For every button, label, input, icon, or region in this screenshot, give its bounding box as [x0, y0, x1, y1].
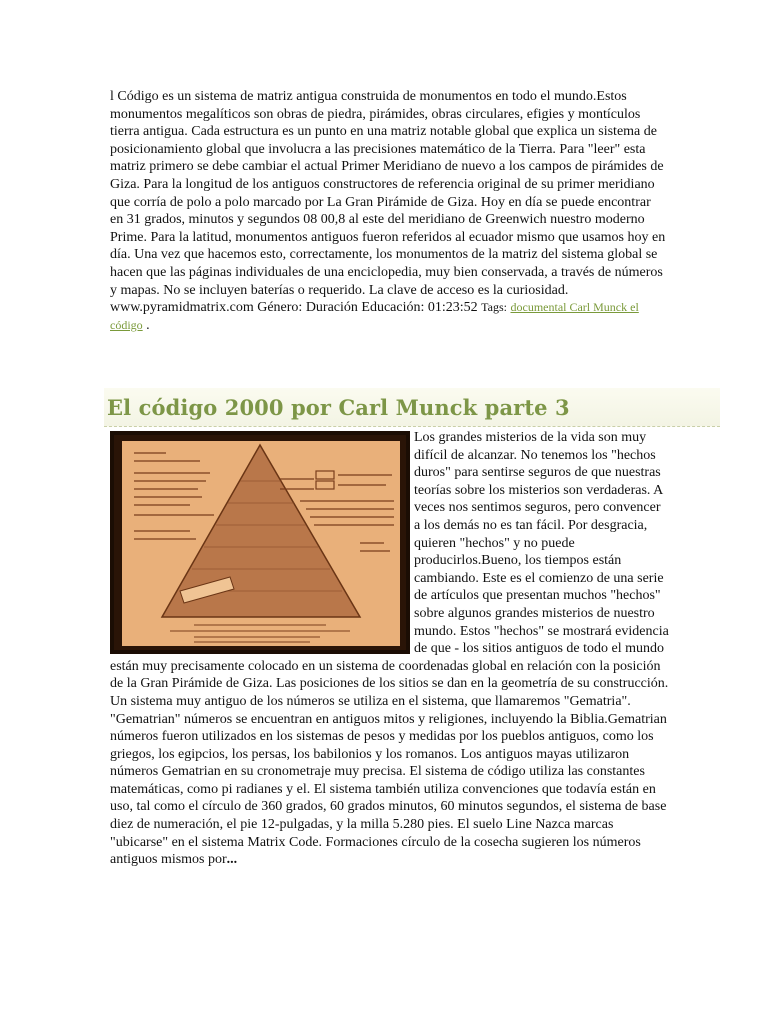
article-section — [110, 429, 670, 869]
intro-text: l Código es un sistema de matriz antigua construida de monumentos en todo el mundo.Estos monumentos megalíticos son obras de piedra, pirámides, obras circulares, efigies y montículos tierra antigua. Cada estructura es un punto en una matriz notable global que explica un sistema de posicionamiento global que involucra a las precisiones matemático de la Tierra. Para "leer" esta matriz primero se debe cambiar el actual Primer Meridiano de nuevo a los campos de pirámides de Giza. Para la longitud de los antiguos constructores de referencia original de su primer meridiano que corría de polo a polo marcado por La Gran Pirámide de Giza. Hoy en día se puede encontrar en 31 grados, minutos y segundos 08 00,8 al este del meridiano de Greenwich nuestro moderno Prime. Para la latitud, monumentos antiguos fueron referidos al ecuador mismo que usamos hoy en día. Una vez que hacemos esto, correctamente, los monumentos de la matriz del sistema global se hacen que las páginas individuales de una enciclopedia, muy bien conservada, a través de números y mapas. No se incluyen baterías o requerido. La clave de acceso es la curiosidad. www.pyramidmatrix.com Género: Duración Educación: 01:23:52 — [110, 89, 666, 316]
pyramid-diagram-image — [110, 431, 410, 654]
tags-label: Tags: — [481, 300, 507, 315]
tag-link-documental[interactable]: documental Carl Munck el código — [110, 300, 639, 332]
read-more-link[interactable]: ... — [226, 852, 238, 868]
pyramid-video-still[interactable] — [110, 431, 410, 654]
tags-end: . — [146, 317, 150, 333]
intro-section — [110, 88, 670, 334]
article-title[interactable]: El código 2000 por Carl Munck parte 3 — [107, 395, 570, 420]
intro-paragraph — [110, 88, 666, 334]
article-body: Los grandes misterios de la vida son muy difícil de alcanzar. No tenemos los "hechos duros" para sentirse seguros de que nuestras teorías sobre los misterios son verdaderas. A veces nos sentimos seguros, pero convencer a los demás no es tan fácil. Por desgracia, quieren "hechos" y no puede producirlos.Bueno, los tiempos están cambiando. Este es el comienzo de una serie de artículos que presentan muchos "hechos" sobre algunos grandes misterios de nuestro mundo. Estos "hechos" se mostrará evidencia de que - los sitios antiguos de todo el mundo están muy precisamente colocado en un sistema de coordenadas global en relación con la posición de la Gran Pirámide de Giza. Las posiciones de los sitios se dan en la geometría de su construcción. Un sistema muy antiguo de los números se utiliza en el sistema, que llamaremos "Gematria". "Gematrian" números se encuentran en antiguos mitos y religiones, incluyendo la Biblia.Gematrian números fueron utilizados en los sistemas de pesos y medidas por los pueblos antiguos, como los griegos, los egipcios, los persas, los babilonios y los romanos. Los antiguos mayas utilizaron números Gematrian en su cronometraje muy precisa. El sistema de código utiliza las constantes matemáticas, como pi radianes y el. El sistema también utiliza convenciones que todavía están en uso, tal como el círculo de 360 grados, 60 grados minutos, 60 minutos segundos, el sistema de base diez de numeración, el pie 12-pulgadas, y la milla 5.280 pies. El suelo Line Nazca marcas "ubicarse" en el sistema Matrix Code. Formaciones círculo de la cosecha sugieren los números antiguos mismos por — [110, 430, 669, 868]
